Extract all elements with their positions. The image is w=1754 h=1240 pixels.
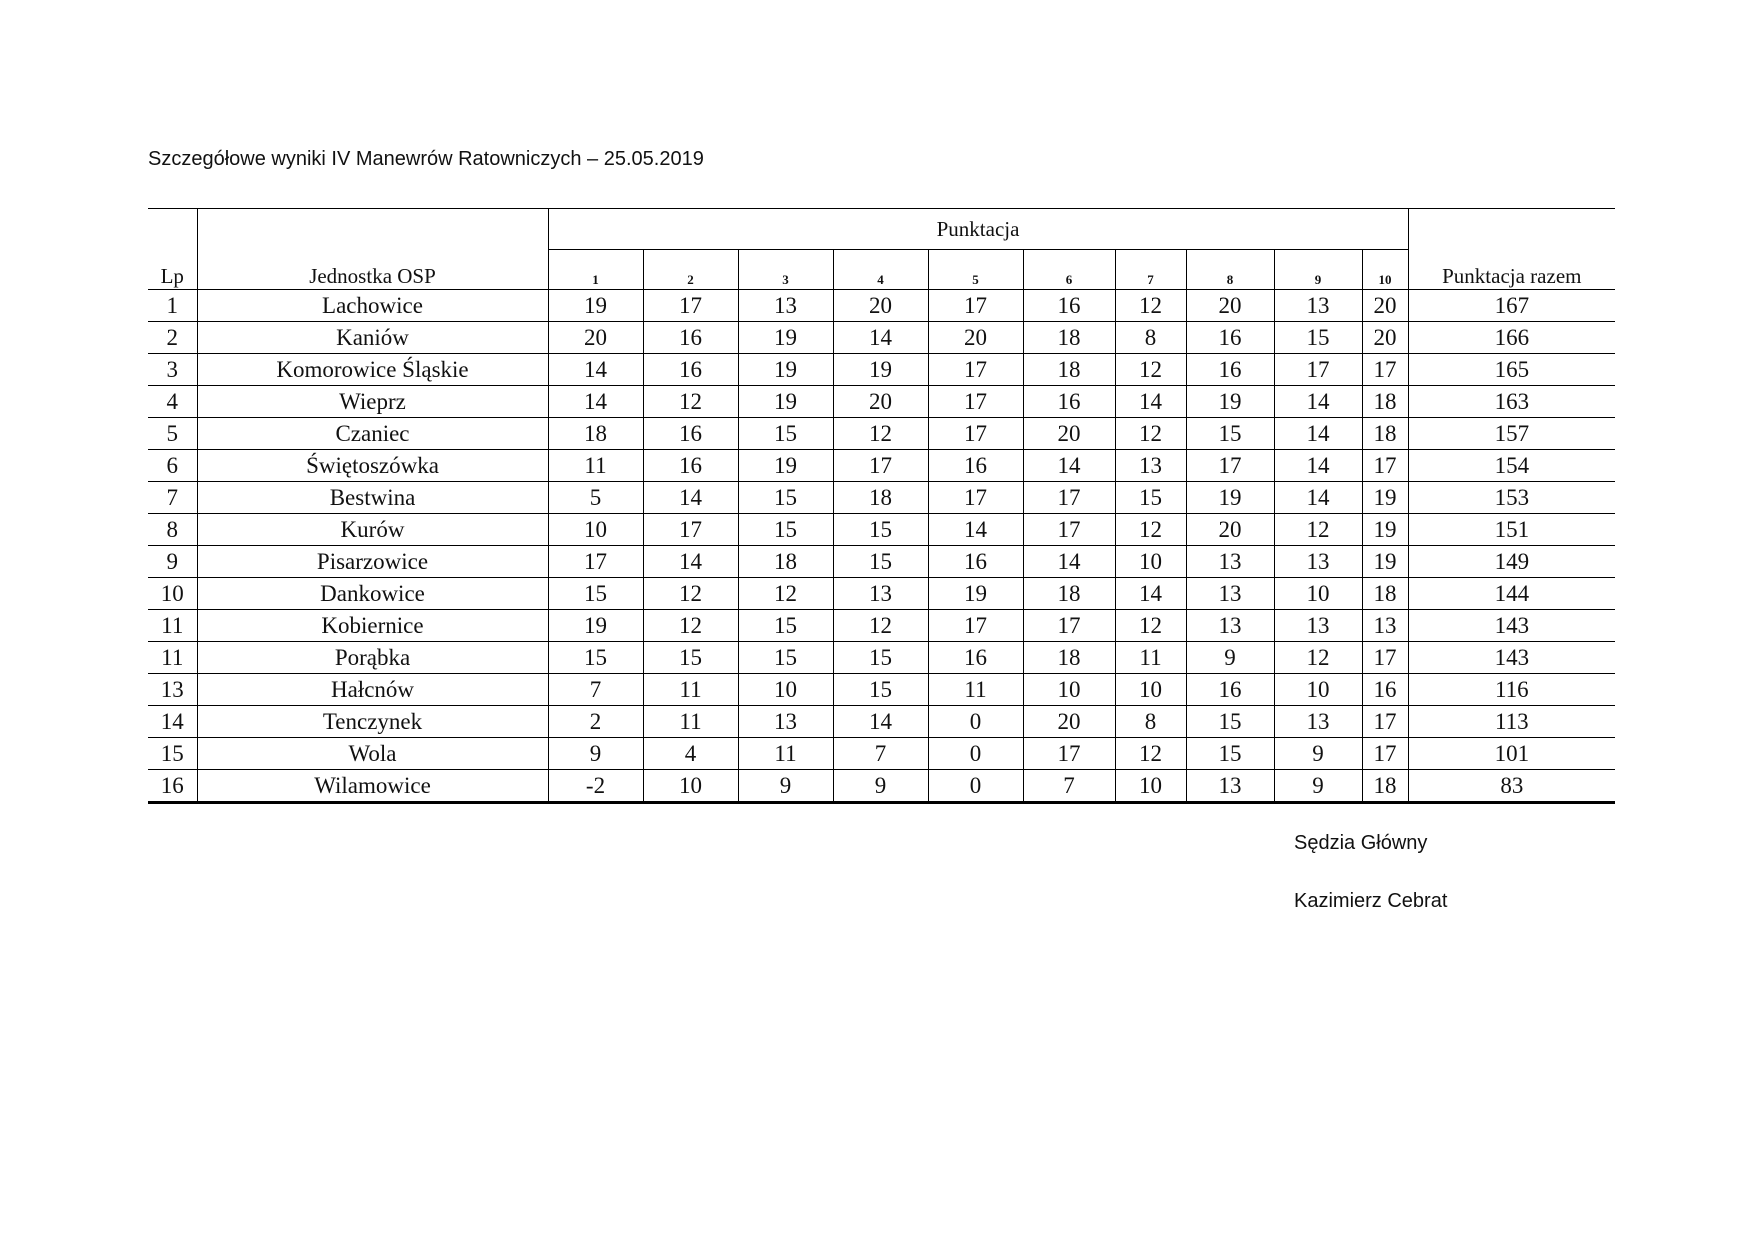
score-cell: 4: [643, 738, 738, 770]
score-cell: 18: [1023, 642, 1115, 674]
unit-cell: Kurów: [197, 514, 548, 546]
total-cell: 154: [1408, 450, 1615, 482]
score-cell: 15: [1186, 418, 1274, 450]
total-cell: 151: [1408, 514, 1615, 546]
table-row: [148, 770, 1615, 803]
score-cell: 8: [1115, 322, 1186, 354]
score-cell: 15: [1186, 706, 1274, 738]
score-cell: 9: [548, 738, 643, 770]
score-cell: 16: [1186, 322, 1274, 354]
unit-cell: Komorowice Śląskie: [197, 354, 548, 386]
score-cell: -2: [548, 770, 643, 803]
lp-cell: 5: [148, 418, 197, 450]
score-cell: 19: [738, 354, 833, 386]
score-cell: 0: [928, 706, 1023, 738]
score-cell: 10: [643, 770, 738, 803]
score-cell: 11: [738, 738, 833, 770]
score-cell: 13: [1186, 578, 1274, 610]
score-cell: 19: [1362, 482, 1408, 514]
score-cell: 14: [548, 386, 643, 418]
lp-cell: 14: [148, 706, 197, 738]
score-cell: 16: [1023, 290, 1115, 322]
table-row: [148, 738, 1615, 770]
score-cell: 16: [643, 418, 738, 450]
score-cell: 12: [1115, 354, 1186, 386]
lp-cell: 4: [148, 386, 197, 418]
score-cell: 17: [1023, 738, 1115, 770]
score-cell: 20: [833, 386, 928, 418]
score-cell: 12: [643, 386, 738, 418]
judge-role: Sędzia Główny: [1294, 832, 1428, 854]
lp-cell: 8: [148, 514, 197, 546]
score-cell: 15: [1115, 482, 1186, 514]
total-cell: 143: [1408, 642, 1615, 674]
score-cell: 12: [1115, 738, 1186, 770]
score-cell: 0: [928, 738, 1023, 770]
table-row: [148, 642, 1615, 674]
score-cell: 19: [1362, 514, 1408, 546]
score-cell: 16: [1186, 354, 1274, 386]
score-cell: 19: [1186, 386, 1274, 418]
total-cell: 101: [1408, 738, 1615, 770]
lp-cell: 13: [148, 674, 197, 706]
total-cell: 157: [1408, 418, 1615, 450]
score-cell: 19: [833, 354, 928, 386]
table-row: [148, 322, 1615, 354]
score-cell: 13: [1362, 610, 1408, 642]
score-cell: 8: [1115, 706, 1186, 738]
score-cell: 18: [833, 482, 928, 514]
score-cell: 16: [928, 450, 1023, 482]
score-cell: 17: [1274, 354, 1362, 386]
total-cell: 167: [1408, 290, 1615, 322]
table-row: [148, 418, 1615, 450]
score-cell: 14: [833, 706, 928, 738]
score-cell: 14: [833, 322, 928, 354]
score-cell: 9: [1274, 738, 1362, 770]
lp-cell: 15: [148, 738, 197, 770]
score-cell: 15: [1186, 738, 1274, 770]
score-cell: 12: [1274, 514, 1362, 546]
score-cell: 17: [1362, 706, 1408, 738]
score-cell: 16: [1186, 674, 1274, 706]
unit-cell: Czaniec: [197, 418, 548, 450]
results-table: [148, 208, 1615, 804]
judge-column-header: 10: [1362, 250, 1408, 290]
score-cell: 20: [1362, 290, 1408, 322]
score-cell: 17: [928, 610, 1023, 642]
score-cell: 16: [1362, 674, 1408, 706]
score-cell: 13: [1186, 770, 1274, 803]
score-cell: 17: [1023, 610, 1115, 642]
score-cell: 0: [928, 770, 1023, 803]
score-cell: 20: [1023, 706, 1115, 738]
score-cell: 12: [1115, 290, 1186, 322]
judge-column-header: 8: [1186, 250, 1274, 290]
score-cell: 14: [643, 546, 738, 578]
score-cell: 20: [1023, 418, 1115, 450]
score-cell: 17: [928, 482, 1023, 514]
score-cell: 9: [1186, 642, 1274, 674]
score-cell: 19: [1362, 546, 1408, 578]
score-cell: 14: [1115, 578, 1186, 610]
score-cell: 10: [1115, 770, 1186, 803]
unit-cell: Kaniów: [197, 322, 548, 354]
score-cell: 10: [1115, 546, 1186, 578]
score-cell: 14: [548, 354, 643, 386]
score-cell: 13: [738, 290, 833, 322]
score-cell: 17: [548, 546, 643, 578]
score-cell: 12: [643, 578, 738, 610]
score-cell: 19: [738, 450, 833, 482]
score-cell: 9: [833, 770, 928, 803]
score-cell: 17: [928, 418, 1023, 450]
total-cell: 165: [1408, 354, 1615, 386]
score-cell: 7: [1023, 770, 1115, 803]
score-cell: 14: [1274, 450, 1362, 482]
score-cell: 13: [1274, 546, 1362, 578]
score-cell: 18: [548, 418, 643, 450]
score-cell: 19: [548, 610, 643, 642]
score-cell: 20: [833, 290, 928, 322]
score-cell: 15: [643, 642, 738, 674]
total-cell: 166: [1408, 322, 1615, 354]
judge-column-header: 5: [928, 250, 1023, 290]
unit-cell: Kobiernice: [197, 610, 548, 642]
score-cell: 19: [738, 322, 833, 354]
score-cell: 13: [1186, 610, 1274, 642]
lp-cell: 16: [148, 770, 197, 803]
score-cell: 17: [833, 450, 928, 482]
unit-cell: Wilamowice: [197, 770, 548, 803]
score-cell: 14: [1023, 546, 1115, 578]
table-row: [148, 482, 1615, 514]
score-cell: 10: [1274, 674, 1362, 706]
unit-cell: Tenczynek: [197, 706, 548, 738]
total-cell: 163: [1408, 386, 1615, 418]
score-cell: 9: [1274, 770, 1362, 803]
table-row: [148, 578, 1615, 610]
score-cell: 12: [1274, 642, 1362, 674]
table-row: [148, 514, 1615, 546]
score-cell: 5: [548, 482, 643, 514]
unit-header: Jednostka OSP: [197, 209, 548, 290]
table-row: [148, 610, 1615, 642]
score-cell: 10: [1115, 674, 1186, 706]
unit-cell: Hałcnów: [197, 674, 548, 706]
table-row: [148, 450, 1615, 482]
score-cell: 14: [1115, 386, 1186, 418]
unit-cell: Świętoszówka: [197, 450, 548, 482]
score-cell: 15: [833, 674, 928, 706]
score-cell: 16: [643, 322, 738, 354]
unit-cell: Pisarzowice: [197, 546, 548, 578]
lp-cell: 10: [148, 578, 197, 610]
score-cell: 16: [643, 354, 738, 386]
score-cell: 20: [548, 322, 643, 354]
total-cell: 83: [1408, 770, 1615, 803]
score-cell: 13: [1274, 290, 1362, 322]
lp-cell: 6: [148, 450, 197, 482]
score-cell: 18: [1023, 322, 1115, 354]
score-cell: 20: [1186, 514, 1274, 546]
scoring-header: Punktacja: [548, 209, 1408, 250]
total-header: Punktacja razem: [1408, 209, 1615, 290]
lp-cell: 1: [148, 290, 197, 322]
judge-column-header: 2: [643, 250, 738, 290]
score-cell: 11: [928, 674, 1023, 706]
score-cell: 15: [738, 418, 833, 450]
score-cell: 15: [738, 514, 833, 546]
lp-header: Lp: [148, 209, 197, 290]
score-cell: 17: [1362, 354, 1408, 386]
score-cell: 18: [1362, 578, 1408, 610]
score-cell: 17: [928, 386, 1023, 418]
score-cell: 13: [738, 706, 833, 738]
score-cell: 12: [1115, 418, 1186, 450]
score-cell: 17: [928, 290, 1023, 322]
total-cell: 143: [1408, 610, 1615, 642]
judge-column-header: 4: [833, 250, 928, 290]
score-cell: 20: [1186, 290, 1274, 322]
score-cell: 17: [1362, 450, 1408, 482]
score-cell: 7: [548, 674, 643, 706]
table-row: [148, 354, 1615, 386]
lp-cell: 3: [148, 354, 197, 386]
table-row: [148, 290, 1615, 322]
unit-cell: Bestwina: [197, 482, 548, 514]
score-cell: 16: [928, 642, 1023, 674]
score-cell: 11: [643, 706, 738, 738]
score-cell: 15: [738, 482, 833, 514]
score-cell: 16: [643, 450, 738, 482]
score-cell: 17: [1362, 738, 1408, 770]
score-cell: 14: [643, 482, 738, 514]
lp-cell: 9: [148, 546, 197, 578]
score-cell: 13: [1274, 610, 1362, 642]
judge-column-header: 1: [548, 250, 643, 290]
score-cell: 18: [1362, 418, 1408, 450]
score-cell: 17: [1023, 482, 1115, 514]
score-cell: 19: [548, 290, 643, 322]
total-cell: 144: [1408, 578, 1615, 610]
page-title: Szczegółowe wyniki IV Manewrów Ratowniczych – 25.05.2019: [148, 148, 704, 170]
table-row: [148, 546, 1615, 578]
score-cell: 18: [1362, 386, 1408, 418]
score-cell: 16: [928, 546, 1023, 578]
score-cell: 14: [928, 514, 1023, 546]
lp-cell: 11: [148, 610, 197, 642]
judge-column-header: 3: [738, 250, 833, 290]
score-cell: 10: [738, 674, 833, 706]
score-cell: 13: [1186, 546, 1274, 578]
score-cell: 15: [548, 642, 643, 674]
score-cell: 9: [738, 770, 833, 803]
judge-column-header: 7: [1115, 250, 1186, 290]
total-cell: 153: [1408, 482, 1615, 514]
score-cell: 17: [928, 354, 1023, 386]
score-cell: 18: [1023, 354, 1115, 386]
score-cell: 11: [548, 450, 643, 482]
score-cell: 11: [1115, 642, 1186, 674]
score-cell: 15: [1274, 322, 1362, 354]
score-cell: 10: [548, 514, 643, 546]
score-cell: 16: [1023, 386, 1115, 418]
score-cell: 18: [738, 546, 833, 578]
unit-cell: Wola: [197, 738, 548, 770]
score-cell: 12: [738, 578, 833, 610]
score-cell: 12: [1115, 610, 1186, 642]
score-cell: 12: [833, 418, 928, 450]
score-cell: 7: [833, 738, 928, 770]
lp-cell: 7: [148, 482, 197, 514]
table-row: [148, 386, 1615, 418]
score-cell: 20: [928, 322, 1023, 354]
score-cell: 14: [1023, 450, 1115, 482]
judge-name: Kazimierz Cebrat: [1294, 890, 1448, 912]
score-cell: 17: [1186, 450, 1274, 482]
score-cell: 20: [1362, 322, 1408, 354]
table-row: [148, 674, 1615, 706]
score-cell: 17: [643, 290, 738, 322]
score-cell: 12: [643, 610, 738, 642]
unit-cell: Lachowice: [197, 290, 548, 322]
score-cell: 11: [643, 674, 738, 706]
total-cell: 113: [1408, 706, 1615, 738]
table-row: [148, 706, 1615, 738]
score-cell: 14: [1274, 418, 1362, 450]
score-cell: 15: [738, 642, 833, 674]
score-cell: 14: [1274, 386, 1362, 418]
score-cell: 17: [1023, 514, 1115, 546]
score-cell: 12: [833, 610, 928, 642]
score-cell: 18: [1362, 770, 1408, 803]
judge-column-header: 6: [1023, 250, 1115, 290]
score-cell: 19: [928, 578, 1023, 610]
score-cell: 17: [1362, 642, 1408, 674]
score-cell: 12: [1115, 514, 1186, 546]
score-cell: 15: [833, 514, 928, 546]
score-cell: 15: [548, 578, 643, 610]
score-cell: 18: [1023, 578, 1115, 610]
score-cell: 19: [1186, 482, 1274, 514]
unit-cell: Dankowice: [197, 578, 548, 610]
judge-column-header: 9: [1274, 250, 1362, 290]
score-cell: 15: [833, 546, 928, 578]
score-cell: 13: [1115, 450, 1186, 482]
score-cell: 13: [1274, 706, 1362, 738]
score-cell: 15: [833, 642, 928, 674]
lp-cell: 2: [148, 322, 197, 354]
score-cell: 2: [548, 706, 643, 738]
score-cell: 19: [738, 386, 833, 418]
score-cell: 13: [833, 578, 928, 610]
score-cell: 10: [1274, 578, 1362, 610]
unit-cell: Wieprz: [197, 386, 548, 418]
unit-cell: Porąbka: [197, 642, 548, 674]
score-cell: 10: [1023, 674, 1115, 706]
score-cell: 17: [643, 514, 738, 546]
score-cell: 15: [738, 610, 833, 642]
total-cell: 149: [1408, 546, 1615, 578]
total-cell: 116: [1408, 674, 1615, 706]
score-cell: 14: [1274, 482, 1362, 514]
lp-cell: 11: [148, 642, 197, 674]
